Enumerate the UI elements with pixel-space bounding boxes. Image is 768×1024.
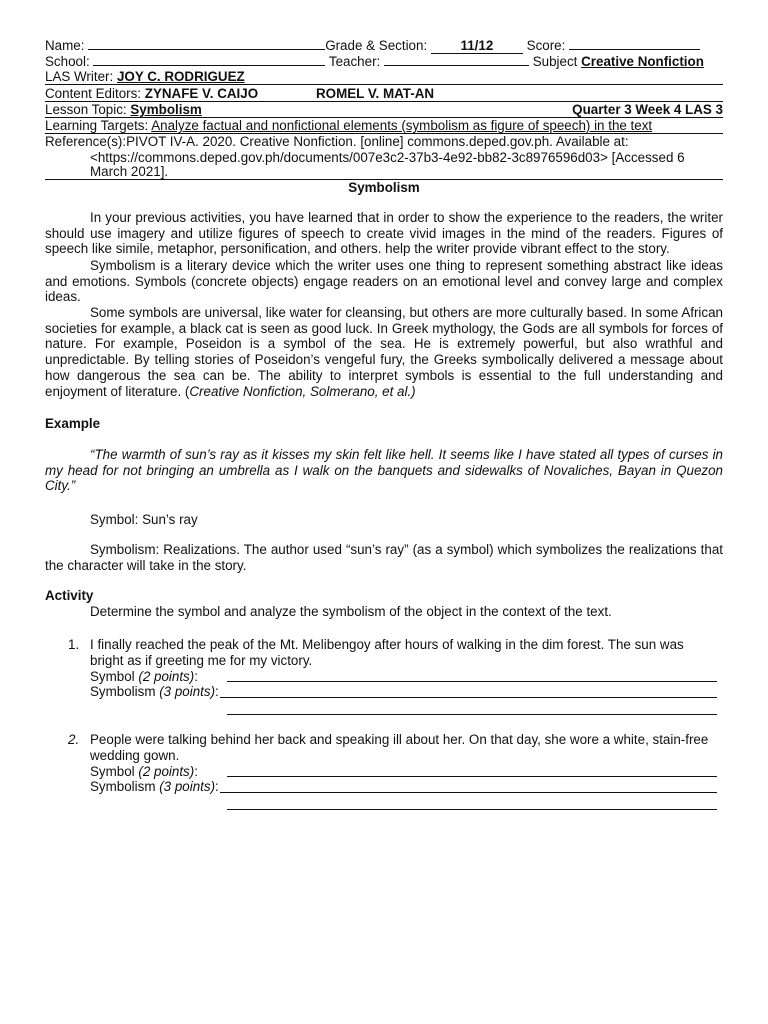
example-heading-wrap (45, 416, 100, 432)
paragraph-3 (45, 305, 723, 399)
name-row (45, 37, 700, 54)
symbolism-points: (3 points) (159, 779, 216, 794)
quarter-label: Quarter 3 Week 4 LAS 3 (572, 102, 723, 117)
teacher-field[interactable] (384, 53, 529, 66)
targets-row (45, 118, 652, 134)
editor-1: ZYNAFE V. CAIJO (144, 86, 259, 101)
grade-value: 11/12 (431, 38, 523, 54)
lesson-topic-label: Lesson Topic: (45, 102, 127, 117)
reference-line-2: <https://commons.deped.gov.ph/documents/007e3c2-37b3-4e92-bb82-3c8976596d03> [Accessed 6 (90, 150, 685, 165)
name-field[interactable] (88, 37, 325, 50)
symbolism-label: Symbolism (90, 779, 156, 794)
example-heading: Example (45, 416, 101, 431)
editor-2-wrap (316, 86, 434, 102)
paragraph-3-text: Some symbols are universal, like water for cleansing, but others are more culturally based. In some African societies for example, a black cat is seen as good luck. In Greek mythology, the Gods are all symbols for forces of nature. For example, Poseidon is a symbol of the sea. He is extremely powerful, but also wrathful and unpredictable. By telling stories of Poseidon’s vengeful fury, the Greeks symbolically delivered a message about how dangerous the sea can be. The ability to interpret symbols is essential to the full understanding and enjoyment of literature. ( (45, 305, 723, 399)
symbol-points: (2 points) (138, 669, 195, 684)
school-row (45, 53, 704, 70)
item-2-symbol-answer-line[interactable] (227, 776, 717, 777)
score-label: Score: (526, 38, 566, 53)
subject-label: Subject (532, 54, 578, 69)
example-symbol: Symbol: Sun’s ray (90, 512, 198, 527)
editors-label: Content Editors: (45, 86, 142, 101)
item-1-text: I finally reached the peak of the Mt. Melibengoy after hours of walking in the dim forest. The sun was bright as if greeting me for my victory. (90, 637, 684, 668)
symbol-points: (2 points) (138, 764, 195, 779)
reference-line-3: March 2021]. (90, 164, 169, 179)
item-2-text: People were talking behind her back and speaking ill about her. On that day, she wore a white, stain-free wedding gown. (90, 732, 709, 763)
activity-instruction: Determine the symbol and analyze the symbolism of the object in the context of the text. (90, 604, 612, 619)
symbolism-label: Symbolism (90, 684, 156, 699)
item-1-number: 1. (68, 637, 80, 652)
editor-2: ROMEL V. MAT-AN (316, 86, 435, 101)
symbol-label: Symbol (90, 669, 135, 684)
targets-value: Analyze factual and nonfictional elements (symbolism as figure of speech) in the text (151, 118, 653, 133)
las-writer-row (45, 69, 245, 85)
lesson-topic-value: Symbolism (130, 102, 202, 117)
subject-value: Creative Nonfiction (581, 54, 704, 69)
las-writer-label: LAS Writer: (45, 69, 114, 84)
paragraph-2: Symbolism is a literary device which the writer uses one thing to represent something abstract like ideas and emotions. Symbols (concrete objects) engage readers on an emotional level and convey large and complex ideas. (45, 258, 723, 305)
item-1-symbolism-answer-line[interactable] (220, 697, 717, 698)
reference-line-1: Reference(s):PIVOT IV-A. 2020. Creative Nonfiction. [online] commons.deped.gov.ph. Available at: (45, 134, 629, 149)
item-2-symbolism-answer-line-2[interactable] (227, 809, 717, 810)
section-title: Symbolism (348, 180, 420, 195)
las-writer-value: JOY C. RODRIGUEZ (116, 69, 245, 84)
editors-row (45, 86, 258, 102)
school-label: School: (45, 54, 90, 69)
symbolism-points: (3 points) (159, 684, 216, 699)
item-1-symbol-label: Symbol (2 points): (90, 669, 198, 684)
section-title-wrap (45, 180, 723, 196)
paragraph-1: In your previous activities, you have learned that in order to show the experience to the readers, the writer should use imagery and utilize figures of speech to create vivid images in the mind of the readers. Figures of speech like simile, metaphor, personification, and others. help the writer provide vibrant effect to the story. (45, 210, 723, 257)
item-2-symbolism-label: Symbolism (3 points): (90, 779, 219, 794)
item-1-symbolism-answer-line-2[interactable] (227, 714, 717, 715)
activity-heading: Activity (45, 588, 94, 603)
example-symbolism: Symbolism: Realizations. The author used “sun’s ray” (as a symbol) which symbolizes the realizations that the character will take in the story. (45, 542, 723, 573)
symbol-label: Symbol (90, 764, 135, 779)
item-1-symbol-answer-line[interactable] (227, 681, 717, 682)
name-label: Name: (45, 38, 85, 53)
example-quote: “The warmth of sun’s ray as it kisses my skin felt like hell. It seems like I have stated all types of curses in my head for not bringing an umbrella as I walk on the banquets and sidewalks of Novaliches, Bayan in Quezon City.” (45, 447, 723, 494)
quarter-wrap (572, 102, 723, 118)
paragraph-3-citation: Creative Nonfiction, Solmerano, et al.) (189, 383, 416, 399)
targets-label: Learning Targets: (45, 118, 149, 133)
lesson-topic-row (45, 102, 202, 118)
divider (45, 84, 723, 85)
activity-heading-wrap (45, 588, 93, 604)
item-2-symbolism-answer-line[interactable] (220, 792, 717, 793)
grade-label: Grade & Section: (325, 38, 428, 53)
item-2-number: 2. (68, 732, 80, 747)
score-field[interactable] (569, 37, 700, 50)
school-field[interactable] (93, 53, 325, 66)
teacher-label: Teacher: (328, 54, 381, 69)
item-2-symbol-label: Symbol (2 points): (90, 764, 198, 779)
item-1-symbolism-label: Symbolism (3 points): (90, 684, 219, 699)
